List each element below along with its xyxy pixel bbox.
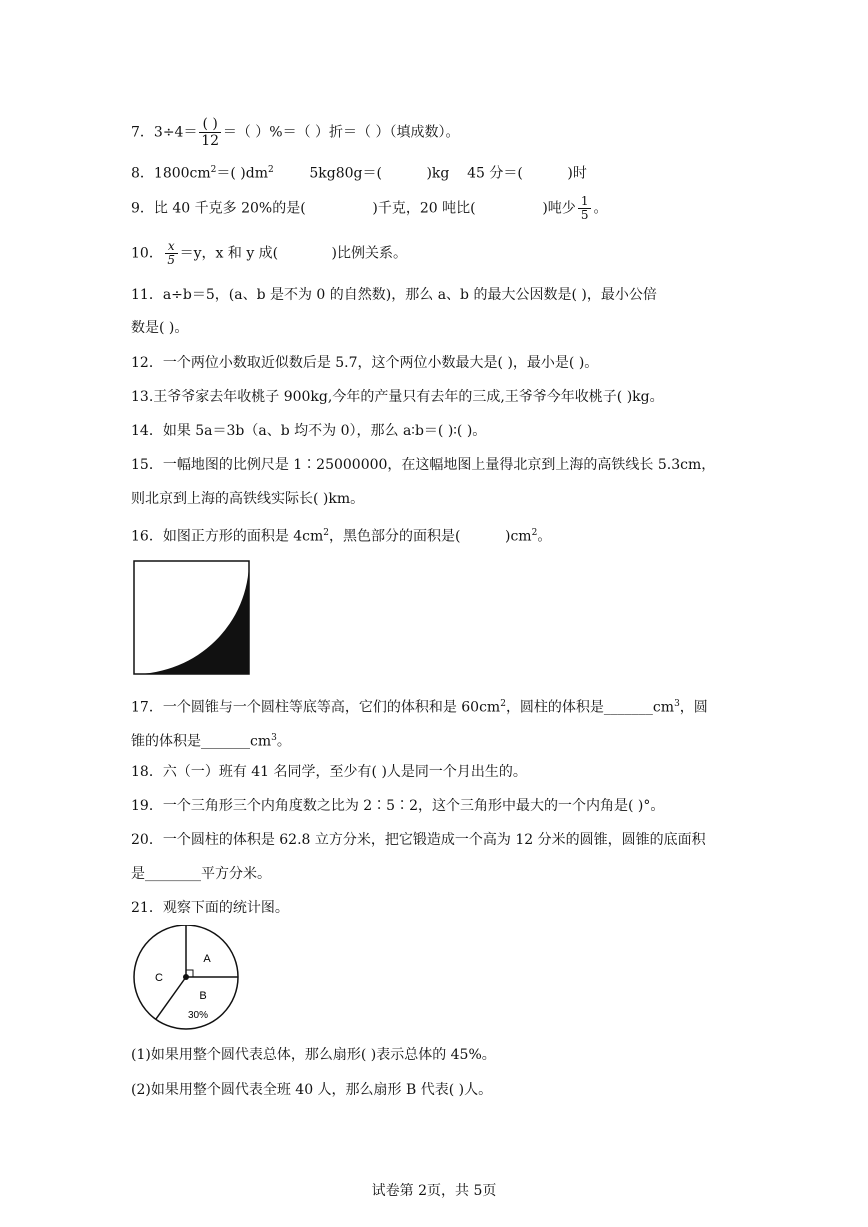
- question-13: 13.王爷爷家去年收桃子 900kg,今年的产量只有去年的三成,王爷爷今年收桃子( )kg。: [131, 389, 664, 405]
- question-14: 14．如果 5a＝3b（a、b 均不为 0），那么 a∶b＝( )∶( )。: [131, 423, 487, 439]
- question-20-line-1: 20．一个圆柱的体积是 62.8 立方分米，把它锻造成一个高为 12 分米的圆锥，圆锥的底面积: [131, 832, 706, 848]
- question-20-line-2: 是________平方分米。: [131, 866, 271, 882]
- question-18: 18．六（一）班有 41 名同学，至少有( )人是同一个月出生的。: [131, 764, 527, 780]
- sector-b-percent: 30%: [187, 1010, 209, 1021]
- question-19: 19．一个三角形三个内角度数之比为 2∶5∶2，这个三角形中最大的一个内角是( )°。: [131, 798, 665, 814]
- sector-c-label: C: [155, 972, 163, 984]
- question-8: 8．$1800cm^2=$( )$dm^2$ 5kg80g＝( )kg 45 分＝( )时: [131, 165, 587, 182]
- fraction-x-over-5: $\frac{x}{5}$: [165, 240, 178, 267]
- question-21-sub-1: (1)如果用整个圆代表总体，那么扇形( )表示总体的 45%。: [131, 1047, 496, 1063]
- question-15-line-1: 15．一幅地图的比例尺是 1∶25000000，在这幅地图上量得北京到上海的高铁线长 5.3cm，: [131, 457, 716, 473]
- fraction-one-fifth: $\frac{1}{5}$: [578, 195, 592, 222]
- question-21-title: 21．观察下面的统计图。: [131, 900, 289, 916]
- sector-a-label: A: [203, 953, 211, 965]
- question-11-line-2: 数是( )。: [131, 320, 189, 336]
- question-12: 12．一个两位小数取近似数后是 5.7，这个两位小数最大是( )，最小是( )。: [131, 355, 599, 371]
- square-quarter-circle-figure: [133, 560, 251, 676]
- page-footer: 试卷第 2页，共 5页: [371, 1183, 497, 1199]
- question-15-line-2: 则北京到上海的高铁线实际长( )km。: [131, 491, 365, 507]
- question-9: 9．比 40 千克多 20%的是( )千克，20 吨比( )吨少 $\frac{1}{5}$ 。: [131, 194, 608, 222]
- question-7: 7．3÷4＝ $\frac{( )}{12}$ ＝（ ）%＝（ ）折＝（ ）（填成数）。: [131, 116, 460, 149]
- question-17-line-1: 17．一个圆锥与一个圆柱等底等高，它们的体积和是 $60cm^2$，圆柱的体积是$\_\_\_\_\_\_\_cm^3$，圆: [131, 699, 708, 716]
- sector-b-label: B: [199, 990, 207, 1002]
- question-16: 16．如图正方形的面积是 $4cm^2$，黑色部分的面积是( )$cm^2$。: [131, 528, 552, 545]
- pie-chart: [131, 925, 243, 1037]
- pie-center-dot: [183, 974, 189, 980]
- question-17-line-2: 锥的体积是$\_\_\_\_\_\_\_cm^3$。: [131, 733, 291, 750]
- question-21-sub-2: (2)如果用整个圆代表全班 40 人，那么扇形 B 代表( )人。: [131, 1082, 493, 1098]
- question-11-line-1: 11．a÷b＝5，(a、b 是不为 0 的自然数)，那么 a、b 的最大公因数是( )，最小公倍: [131, 287, 657, 303]
- fraction-blank-over-12: $\frac{( )}{12}$: [201, 116, 220, 149]
- question-10: 10． $\frac{x}{5}$ ＝y，x 和 y 成( )比例关系。: [131, 239, 407, 267]
